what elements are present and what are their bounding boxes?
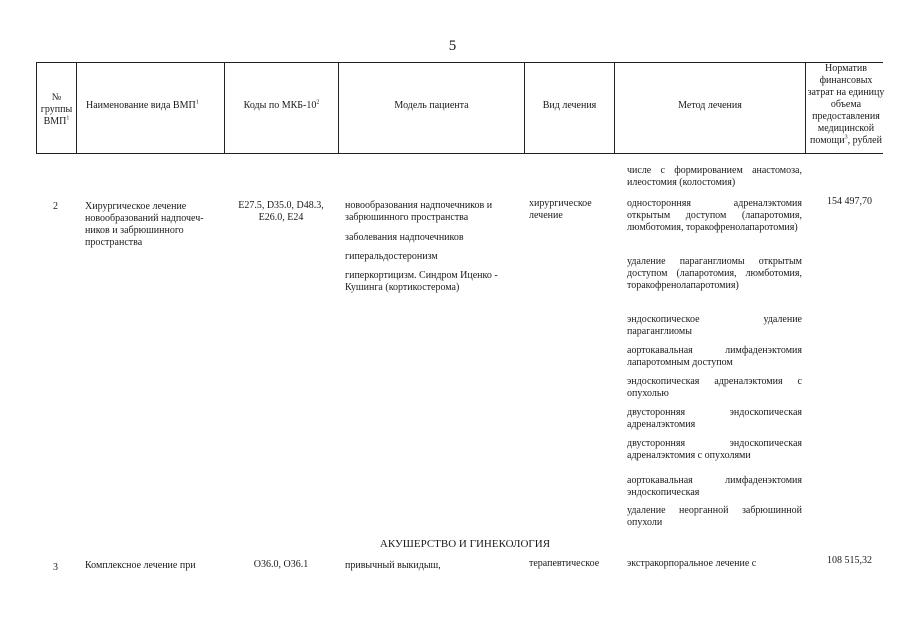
icd-codes: O36.0, O36.1: [253, 559, 309, 570]
carryover-method-text: числе с формированием анастомоза, илеостомия (колостомия): [627, 165, 802, 188]
row-number: 2: [53, 201, 58, 212]
treatment-method: двусторонняя эндоскопическая адреналэктомия: [627, 407, 802, 430]
treatment-method: эндоскопическая адреналэктомия с опухолью: [627, 376, 802, 399]
treatment-method: удаление неорганной забрюшинной опухоли: [627, 505, 802, 528]
patient-model: привычный выкидыш,: [345, 560, 441, 571]
vmp-name: Комплексное лечение при: [85, 560, 196, 571]
header-financial-norm: Норматив финансовых затрат на единицу объема предоставления медицинской помощи$^3$, рублей: [807, 63, 885, 146]
treatment-type: терапевтическое: [529, 558, 600, 569]
col-divider: [76, 62, 77, 154]
section-title: АКУШЕРСТВО И ГИНЕКОЛОГИЯ: [379, 538, 551, 550]
header-patient-model: Модель пациента: [394, 100, 469, 111]
treatment-method: удаление параганглиомы открытым доступом (лапаротомия, люмботомия, торакофренолапаротомия): [627, 256, 802, 291]
header-icd-codes: Коды по МКБ-$10^2$: [243, 99, 320, 111]
header-bottom-border: [36, 153, 883, 154]
treatment-type: хирургическое лечение: [529, 198, 592, 221]
financial-norm: 154 497,70: [827, 196, 872, 207]
patient-model: новообразования надпочечников и забрюшинного пространства: [345, 200, 493, 223]
treatment-method: односторонняя адреналэктомия открытым доступом (лапаротомия, люмботомия, торакофренолапаротомия): [627, 198, 802, 233]
row-number: 3: [53, 562, 58, 573]
patient-model: гиперальдостеронизм: [345, 251, 438, 262]
header-vmp-name: Наименование вида ВМП$^1$: [86, 99, 199, 111]
header-top-border: [36, 62, 883, 63]
icd-codes: E27.5, D35.0, D48.3, E26.0, E24: [238, 200, 324, 223]
patient-model: заболевания надпочечников: [345, 232, 464, 243]
page-number: 5: [448, 38, 457, 54]
treatment-method: аортокавальная лимфаденэктомия лапаротомным доступом: [627, 345, 802, 368]
treatment-method: эндоскопическое удаление параганглиомы: [627, 314, 802, 337]
treatment-method: двусторонняя эндоскопическая адреналэктомия с опухолями: [627, 438, 802, 461]
header-treatment-type: Вид лечения: [542, 100, 597, 111]
financial-norm: 108 515,32: [827, 555, 872, 566]
treatment-method: экстракорпоральное лечение с: [627, 558, 757, 569]
patient-model: гиперкортицизм. Синдром Иценко - Кушинга (кортикостерома): [345, 270, 498, 293]
header-group-number: № группы ВМП$^1$: [40, 92, 73, 127]
treatment-method: аортокавальная лимфаденэктомия эндоскопическая: [627, 475, 802, 498]
header-treatment-method: Метод лечения: [678, 100, 742, 111]
vmp-name: Хирургическое лечение новообразований надпочеч-ников и забрюшинного пространства: [85, 201, 204, 248]
